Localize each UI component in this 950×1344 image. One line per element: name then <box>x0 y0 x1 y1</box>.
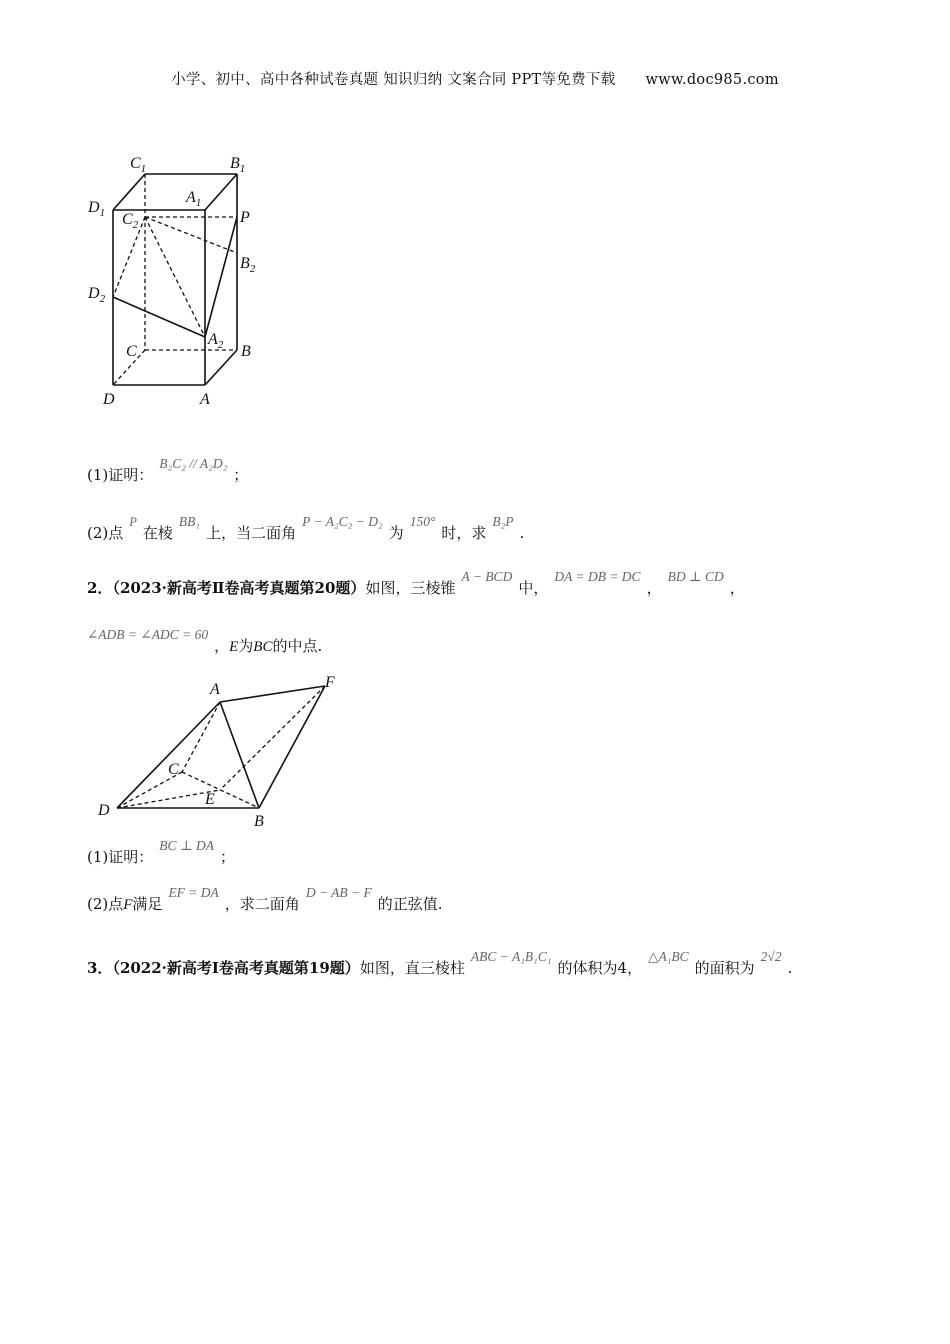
label-B2: $B_2$ <box>240 255 256 275</box>
segment-C2-D2 <box>113 217 145 297</box>
edge-A-C <box>182 702 220 772</box>
edge-A1-B1 <box>205 174 237 210</box>
label-C: C <box>126 343 137 360</box>
header-text: 小学、初中、高中各种试卷真题 知识归纳 文案合同 PPT等免费下载 <box>171 72 616 88</box>
segment-A2-P <box>205 217 237 337</box>
edge-C1-D1 <box>113 174 145 210</box>
label-C: C <box>168 761 179 778</box>
label-A1: $A_1$ <box>186 189 202 209</box>
pyramid-figure <box>92 675 352 830</box>
label-D: D <box>98 802 110 819</box>
q2-statement: 2．（2023·新高考Ⅱ卷高考真题第20题）如图，三棱锥A − BCD中，DA = DB = DC，BD ⊥ CD， <box>87 569 745 597</box>
q2-statement-line2: ∠ADB = ∠ADC = 60，E为BC的中点. <box>87 627 323 655</box>
edge-A-B <box>205 350 237 385</box>
label-B: B <box>241 343 251 360</box>
segment-F-E <box>220 686 325 790</box>
label-E: E <box>205 791 215 808</box>
segment-D2-A2 <box>113 297 205 337</box>
q2-part1: (1)证明：BC ⊥ DA； <box>87 838 235 866</box>
q1-part1: (1)证明：B₂C₂ // A₂D₂； <box>87 456 249 484</box>
q1-part2: (2)点$^P$在棱BB₁上，当二面角P − A₂C₂ − D₂为150°时，求B₂P. <box>87 514 525 542</box>
segment-C2-B2 <box>145 217 237 253</box>
label-D2: $D_2$ <box>88 285 106 305</box>
edge-A-B <box>220 702 259 808</box>
label-B1: $B_1$ <box>230 155 246 175</box>
edge-A-F <box>220 686 325 702</box>
label-B: B <box>254 813 264 830</box>
label-A: A <box>210 681 220 698</box>
prism-figure <box>80 150 270 410</box>
segment-C2-A2 <box>145 217 205 337</box>
label-D: D <box>103 391 115 408</box>
label-C2: $C_2$ <box>122 211 139 231</box>
label-D1: $D_1$ <box>88 199 106 219</box>
label-A2: $A_2$ <box>208 331 224 351</box>
label-P: P <box>240 209 250 226</box>
header-site: www.doc985.com <box>645 72 779 88</box>
label-A: A <box>200 391 210 408</box>
label-F: F <box>325 675 335 691</box>
edge-F-B <box>259 686 325 808</box>
label-C1: $C_1$ <box>130 155 147 175</box>
q3-statement: 3．（2022·新高考Ⅰ卷高考真题第19题）如图，直三棱柱ABC − A₁B₁C₁的体积为4，△A₁BC的面积为2√2. <box>87 949 793 977</box>
page-header <box>0 68 950 89</box>
q2-part2: (2)点F满足EF = DA，求二面角D − AB − F的正弦值. <box>87 885 443 913</box>
